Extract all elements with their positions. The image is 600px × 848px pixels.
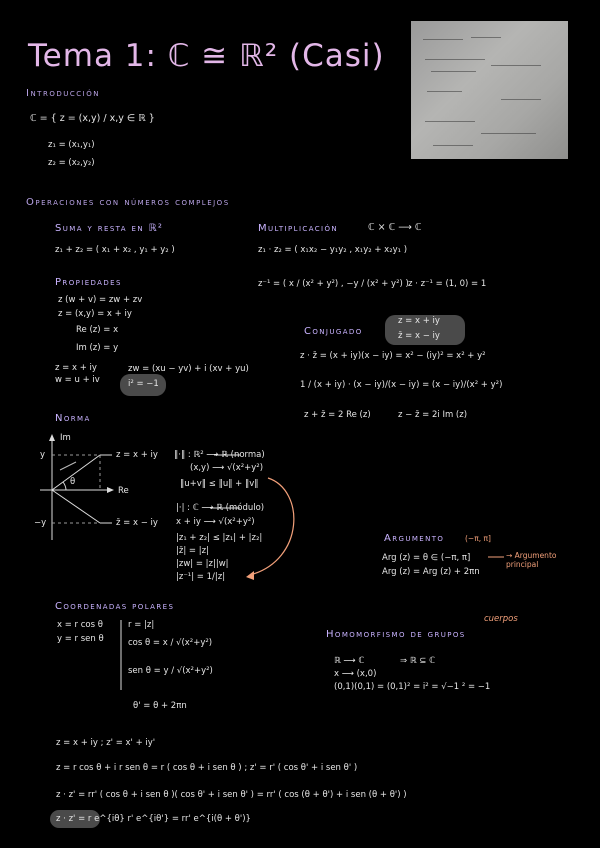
- modulus-map: x + iy ⟶ √(x²+y²): [176, 517, 255, 527]
- polar-x: x = r cos θ: [57, 620, 103, 630]
- modulus-conjugate: |z̄| = |z|: [176, 546, 209, 556]
- modulus-definition: |·| : ℂ ⟶ ℝ (módulo): [176, 503, 265, 513]
- sum-formula: z₁ + z₂ = ( x₁ + x₂ , y₁ + y₂ ): [55, 245, 175, 255]
- intro-heading: Introducción: [26, 88, 100, 99]
- bottom-line-2: z = r cos θ + i r sen θ = r ( cos θ + i sen θ ) ; z' = r' ( cos θ' + i sen θ' ): [56, 763, 358, 773]
- homomorphism-map: ℝ ⟶ ℂ: [334, 656, 365, 666]
- zw-product: zw = (xu − yv) + i (xv + yu): [128, 364, 249, 374]
- orange-curved-arrow: [250, 478, 294, 575]
- homomorphism-correction: cuerpos: [484, 614, 518, 624]
- real-axis-label: Re: [118, 486, 129, 496]
- property-distributive: z (w + v) = zw + zv: [58, 295, 143, 305]
- argument-range: (−π, π]: [465, 534, 491, 543]
- conjugate-z: z = x + iy: [398, 316, 440, 326]
- z2-definition: z₂ = (x₂,y₂): [48, 158, 95, 168]
- inverse-formula: z⁻¹ = ( x / (x² + y²) , −y / (x² + y²) ): [258, 279, 409, 289]
- multiplication-heading: Multiplicación: [258, 223, 339, 234]
- modulus-product: |zw| = |z||w|: [176, 559, 229, 569]
- operations-heading: Operaciones con números complejos: [26, 197, 230, 208]
- argument-heading: Argumento: [384, 533, 445, 544]
- polar-heading: Coordenadas polares: [55, 601, 175, 612]
- modulus-triangle: |z₁ + z₂| ≤ |z₁| + |z₂|: [176, 533, 263, 543]
- zbar-point-label: z̄ = x − iy: [116, 518, 158, 528]
- polar-sen: sen θ = y / √(x²+y²): [128, 666, 213, 676]
- polar-cos: cos θ = x / √(x²+y²): [128, 638, 213, 648]
- multiplication-map: ℂ × ℂ ⟶ ℂ: [368, 222, 422, 233]
- property-imag-part: Im (z) = y: [76, 343, 119, 353]
- conjugate-product: z · z̄ = (x + iy)(x − iy) = x² − (iy)² = x² + y²: [300, 351, 486, 361]
- z1-definition: z₁ = (x₁,y₁): [48, 140, 95, 150]
- argument-general: Arg (z) = Arg (z) + 2πn: [382, 567, 480, 577]
- conjugate-zbar: z̄ = x − iy: [398, 331, 440, 341]
- argument-definition: Arg (z) = θ ∈ (−π, π]: [382, 553, 471, 563]
- bottom-line-1: z = x + iy ; z' = x' + iy': [56, 738, 156, 748]
- modulus-mark: [60, 462, 76, 470]
- polar-theta-prime: θ' = θ + 2πn: [133, 701, 187, 711]
- z-vector: [52, 455, 100, 490]
- complex-set-definition: ℂ = { z = (x,y) / x,y ∈ ℝ }: [30, 113, 155, 124]
- conjugate-quotient: 1 / (x + iy) · (x − iy)/(x − iy) = (x − iy)/(x² + y²): [300, 380, 503, 390]
- conjugate-sum: z + z̄ = 2 Re (z): [304, 410, 371, 420]
- z-point-label: z = x + iy: [116, 450, 158, 460]
- imag-axis-label: Im: [60, 433, 71, 443]
- property-binomial: z = (x,y) = x + iy: [58, 309, 132, 319]
- theta-label: θ: [70, 477, 76, 487]
- norm-heading: Norma: [55, 413, 91, 424]
- property-real-part: Re (z) = x: [76, 325, 119, 335]
- real-axis-arrow: [107, 487, 114, 493]
- imag-axis-arrow: [49, 434, 55, 441]
- bottom-line-3: z · z' = rr' ( cos θ + i sen θ )( cos θ' + i sen θ' ) = rr' ( cos (θ + θ') + i sen (θ + θ') ): [56, 790, 407, 800]
- theta-arc: [63, 482, 66, 490]
- zbar-vector: [52, 490, 100, 523]
- polar-y: y = r sen θ: [57, 634, 104, 644]
- multiplication-formula: z₁ · z₂ = ( x₁x₂ − y₁y₂ , x₁y₂ + x₂y₁ ): [258, 245, 408, 255]
- polar-r: r = |z|: [128, 620, 155, 630]
- homomorphism-i-squared: (0,1)(0,1) = (0,1)² = i² = √−1 ² = −1: [334, 682, 491, 692]
- homomorphism-inclusion: ⇒ ℝ ⊆ ℂ: [400, 656, 436, 666]
- norm-r2-map: (x,y) ⟶ √(x²+y²): [190, 463, 264, 473]
- bottom-line-4: z · z' = r e^{iθ} r' e^{iθ'} = rr' e^{i(θ + θ')}: [56, 814, 251, 824]
- zw-z-def: z = x + iy: [55, 363, 97, 373]
- conjugate-heading: Conjugado: [304, 326, 363, 337]
- page-title: Tema 1: ℂ ≅ ℝ² (Casi): [28, 38, 385, 74]
- zw-w-def: w = u + iv: [55, 375, 100, 385]
- conjugate-diff: z − z̄ = 2i Im (z): [398, 410, 468, 420]
- modulus-inverse: |z⁻¹| = 1/|z|: [176, 572, 226, 582]
- norm-triangle-inequality: ‖u+v‖ ≤ ‖u‖ + ‖v‖: [180, 479, 259, 489]
- homomorphism-heading: Homomorfismo de grupos: [326, 629, 466, 640]
- sum-heading: Suma y resta en ℝ²: [55, 223, 164, 234]
- i-squared-note: i² = −1: [128, 379, 159, 389]
- orange-arrow-head: [246, 571, 254, 580]
- norm-r2-definition: ‖·‖ : ℝ² ⟶ ℝ (norma): [174, 450, 265, 460]
- properties-heading: Propiedades: [55, 277, 122, 288]
- y-label: y: [40, 450, 46, 460]
- inverse-check: z · z⁻¹ = (1, 0) = 1: [408, 279, 487, 289]
- argument-principal-note: → Argumento principal: [506, 551, 557, 569]
- homomorphism-element: x ⟶ (x,0): [334, 669, 377, 679]
- neg-y-label: −y: [34, 518, 47, 528]
